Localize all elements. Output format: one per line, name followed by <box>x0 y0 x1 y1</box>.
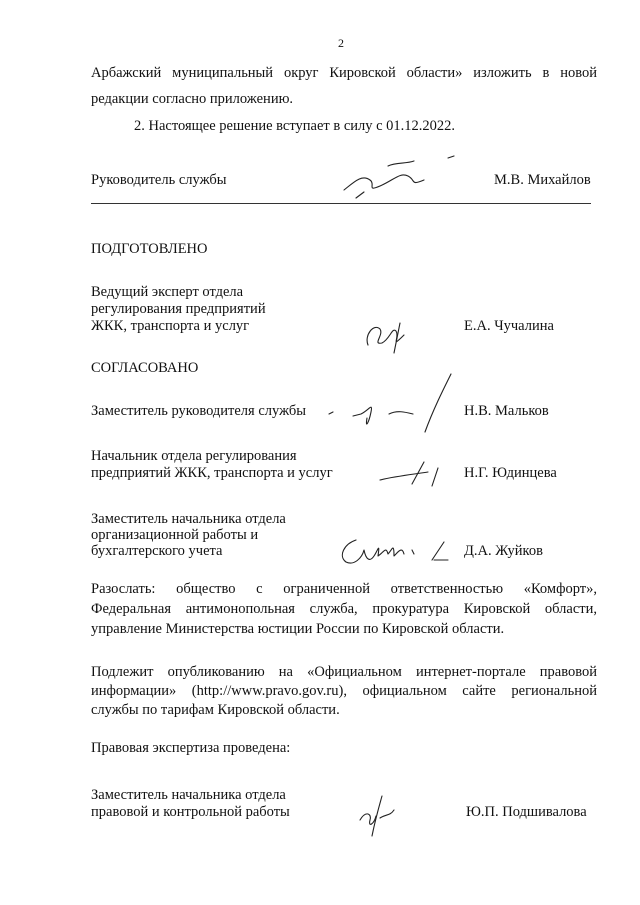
separator-line <box>91 203 591 204</box>
prepared-heading: ПОДГОТОВЛЕНО <box>91 241 208 257</box>
prepared-position-2: регулирования предприятий <box>91 301 266 317</box>
legal-position-2: правовой и контрольной работы <box>91 804 290 820</box>
intro-line-2: редакции согласно приложению. <box>91 91 294 107</box>
publication-line-2: информации» (http://www.pravo.gov.ru), официальном сайте региональной <box>91 683 597 699</box>
signer-3-position-1: Заместитель начальника отдела <box>91 511 286 527</box>
signer-2-signature <box>376 452 456 492</box>
clause-2: 2. Настоящее решение вступает в силу с 01.12.2022. <box>134 118 456 134</box>
signer-1-signature <box>325 370 455 440</box>
legal-signature <box>350 790 410 840</box>
legal-position-1: Заместитель начальника отдела <box>91 787 286 803</box>
agreed-heading: СОГЛАСОВАНО <box>91 360 199 376</box>
head-name: М.В. Михайлов <box>494 172 591 188</box>
signer-2-position-2: предприятий ЖКК, транспорта и услуг <box>91 465 333 481</box>
signer-3-name: Д.А. Жуйков <box>464 543 543 559</box>
legal-name: Ю.П. Подшивалова <box>466 804 587 820</box>
prepared-signature <box>360 305 420 355</box>
head-title: Руководитель службы <box>91 172 227 188</box>
signer-1-position: Заместитель руководителя службы <box>91 403 307 419</box>
signer-1-name: Н.В. Мальков <box>464 403 549 419</box>
legal-review-note: Правовая экспертиза проведена: <box>91 740 291 756</box>
intro-line-1: Арбажский муниципальный округ Кировской области» изложить в новой <box>91 65 597 81</box>
prepared-position-3: ЖКК, транспорта и услуг <box>91 318 250 334</box>
prepared-name: Е.А. Чучалина <box>464 318 554 334</box>
page-number: 2 <box>338 36 344 50</box>
signer-3-position-2: организационной работы и <box>91 527 259 543</box>
publication-line-1: Подлежит опубликованию на «Официальном интернет-портале правовой <box>91 664 597 680</box>
distribution-line-1: Разослать: общество с ограниченной ответственностью «Комфорт», <box>91 581 597 597</box>
signer-3-position-3: бухгалтерского учета <box>91 543 223 559</box>
signer-2-position-1: Начальник отдела регулирования <box>91 448 297 464</box>
distribution-line-3: управление Министерства юстиции России по Кировской области. <box>91 621 505 637</box>
distribution-line-2: Федеральная антимонопольная служба, прокуратура Кировской области, <box>91 601 597 617</box>
publication-line-3: службы по тарифам Кировской области. <box>91 702 340 718</box>
head-signature <box>336 152 466 202</box>
prepared-position-1: Ведущий эксперт отдела <box>91 284 244 300</box>
signer-3-signature <box>334 532 464 572</box>
signer-2-name: Н.Г. Юдинцева <box>464 465 557 481</box>
